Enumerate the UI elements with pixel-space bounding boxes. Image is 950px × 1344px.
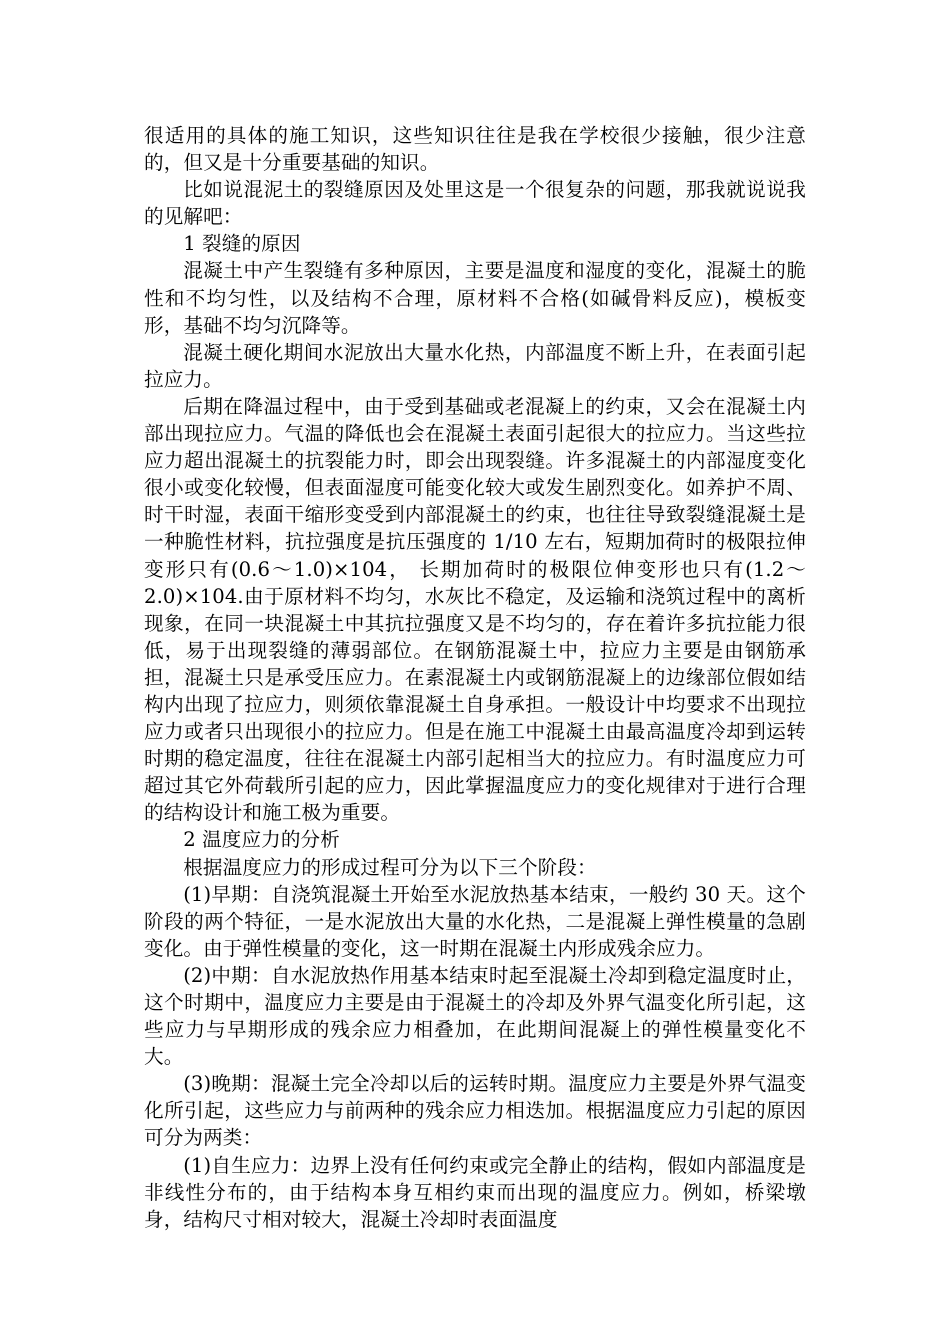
paragraph-middle-stage: (2)中期：自水泥放热作用基本结束时起至混凝土冷却到稳定温度时止，这个时期中，温度应力主要是由于混凝土的冷却及外界气温变化所引起，这些应力与早期形成的残余应力相叠加，在此期间混凝上的弹性模量变化不大。 [144,963,806,1069]
section-heading-temperature-stress: 2 温度应力的分析 [183,828,340,852]
paragraph-crack-causes: 混凝土中产生裂缝有多种原因，主要是温度和湿度的变化，混凝土的脆性和不均匀性，以及结构不合理，原材料不合格(如碱骨料反应)，模板变形，基础不均匀沉降等。 [144,259,806,337]
paragraph-hydration-heat: 混凝土硬化期间水泥放出大量水化热，内部温度不断上升，在表面引起拉应力。 [144,340,806,391]
section-heading-crack-causes: 1 裂缝的原因 [183,232,301,256]
paragraph-self-stress: (1)自生应力：边界上没有任何约束或完全静止的结构，假如内部温度是非线性分布的，由于结构本身互相约束而出现的温度应力。例如，桥梁墩身，结构尺寸相对较大，混凝土冷却时表面温度 [144,1153,806,1231]
paragraph-cooling-stress: 后期在降温过程中，由于受到基础或老混凝上的约束，又会在混凝土内部出现拉应力。气温的降低也会在混凝土表面引起很大的拉应力。当这些拉应力超出混凝土的抗裂能力时，即会出现裂缝。许多混凝土的内部湿度变化很小或变化较慢，但表面湿度可能变化较大或发生剧烈变化。如养护不周、时干时湿，表面干缩形变受到内部混凝土的约束，也往往导致裂缝混凝土是一种脆性材料，抗拉强度是抗压强度的 1/10 左右，短期加荷时的极限拉伸变形只有(0.6～1.0)×104， 长期加荷时的极限位伸变形也只有(1.2～2.0)×104.由于原材料不均匀，水灰比不稳定，及运输和浇筑过程中的离析现象，在同一块混凝土中其抗拉强度又是不均匀的，存在着许多抗拉能力很低，易于出现裂缝的薄弱部位。在钢筋混凝土中，拉应力主要是由钢筋承担，混凝土只是承受压应力。在素混凝土内或钢筋混凝上的边缘部位假如结构内出现了拉应力，则须依靠混凝土自身承担。一般设计中均要求不出现拉应力或者只出现很小的拉应力。但是在施工中混凝土由最高温度冷却到运转时期的稳定温度，往往在混凝土内部引起相当大的拉应力。有时温度应力可超过其它外荷载所引起的应力，因此掌握温度应力的变化规律对于进行合理的结构设计和施工极为重要。 [144,394,806,825]
paragraph-early-stage: (1)早期：自浇筑混凝土开始至水泥放热基本结束，一般约 30 天。这个阶段的两个特征，一是水泥放出大量的水化热，二是混凝上弹性模量的急剧变化。由于弹性模量的变化，这一时期在混凝土内形成残余应力。 [144,882,806,960]
paragraph-late-stage: (3)晚期：混凝土完全冷却以后的运转时期。温度应力主要是外界气温变化所引起，这些应力与前两种的残余应力相迭加。根据温度应力引起的原因可分为两类： [144,1072,806,1150]
document-body [144,122,806,1233]
paragraph-intro: 比如说混泥土的裂缝原因及处里这是一个很复杂的问题，那我就说说我的见解吧： [144,178,806,229]
paragraph-continuation: 很适用的具体的施工知识，这些知识往往是我在学校很少接触，很少注意的，但又是十分重要基础的知识。 [144,124,806,175]
paragraph-stages-intro: 根据温度应力的形成过程可分为以下三个阶段： [183,855,597,879]
